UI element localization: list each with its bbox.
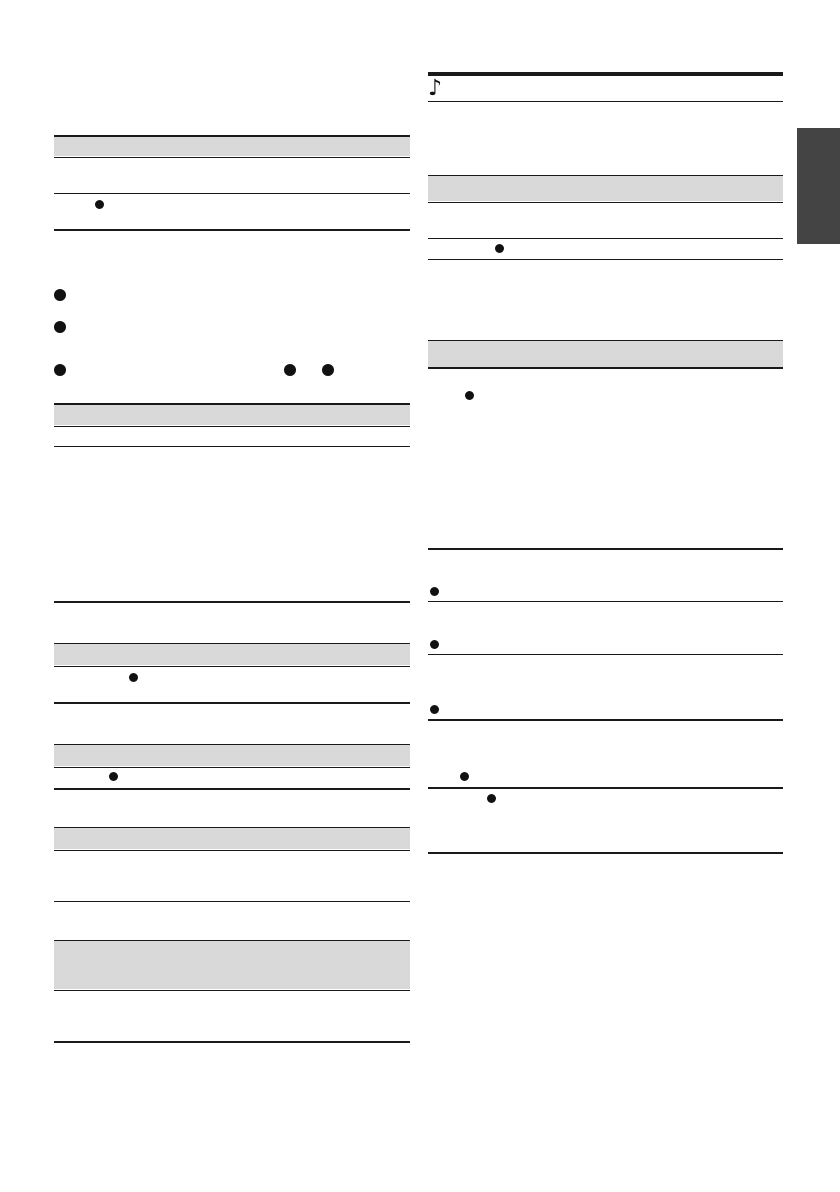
divider: [428, 259, 783, 260]
divider: [428, 548, 783, 550]
divider: [54, 767, 410, 768]
bullet-icon: [109, 772, 118, 781]
table-5-header: [54, 828, 410, 849]
divider: [428, 601, 783, 602]
table-5-subheader: [54, 941, 410, 989]
divider: [54, 901, 410, 902]
bullet-icon: [465, 391, 474, 400]
divider: [54, 446, 410, 447]
bullet-icon: [54, 289, 66, 301]
bullet-icon: [430, 587, 439, 596]
divider: [54, 788, 410, 790]
bullet-icon: [95, 200, 104, 209]
divider: [428, 852, 783, 854]
table-3-header: [54, 644, 410, 665]
divider: [428, 202, 783, 203]
divider: [428, 719, 783, 721]
table-2-header: [54, 405, 410, 425]
bullet-icon: [322, 364, 334, 376]
section-top-bar: [428, 72, 783, 76]
table-1-header: [54, 136, 410, 156]
divider: [54, 193, 410, 194]
bullet-icon: [430, 705, 439, 714]
bullet-icon: [129, 673, 138, 682]
divider: [54, 135, 410, 137]
divider: [428, 367, 783, 369]
divider: [54, 426, 410, 427]
divider: [428, 654, 783, 655]
table-r2-header: [428, 341, 783, 367]
divider: [54, 990, 410, 991]
divider: [428, 787, 783, 789]
bullet-icon: [54, 321, 66, 333]
divider: [54, 229, 410, 231]
bullet-icon: [495, 244, 504, 253]
divider: [54, 601, 410, 603]
bullet-icon: [284, 364, 296, 376]
table-r1-header: [428, 176, 783, 201]
bullet-icon: [54, 364, 66, 376]
divider: [54, 157, 410, 158]
divider: [54, 850, 410, 851]
divider: [54, 702, 410, 704]
thumb-index-tab: [797, 128, 840, 244]
divider: [428, 101, 783, 102]
music-note-icon: ♪: [428, 76, 443, 101]
bullet-icon: [487, 794, 496, 803]
divider: [54, 666, 410, 667]
divider: [428, 238, 783, 239]
bullet-icon: [430, 640, 439, 649]
bullet-icon: [460, 772, 469, 781]
divider: [54, 1041, 410, 1043]
table-4-header: [54, 745, 410, 766]
